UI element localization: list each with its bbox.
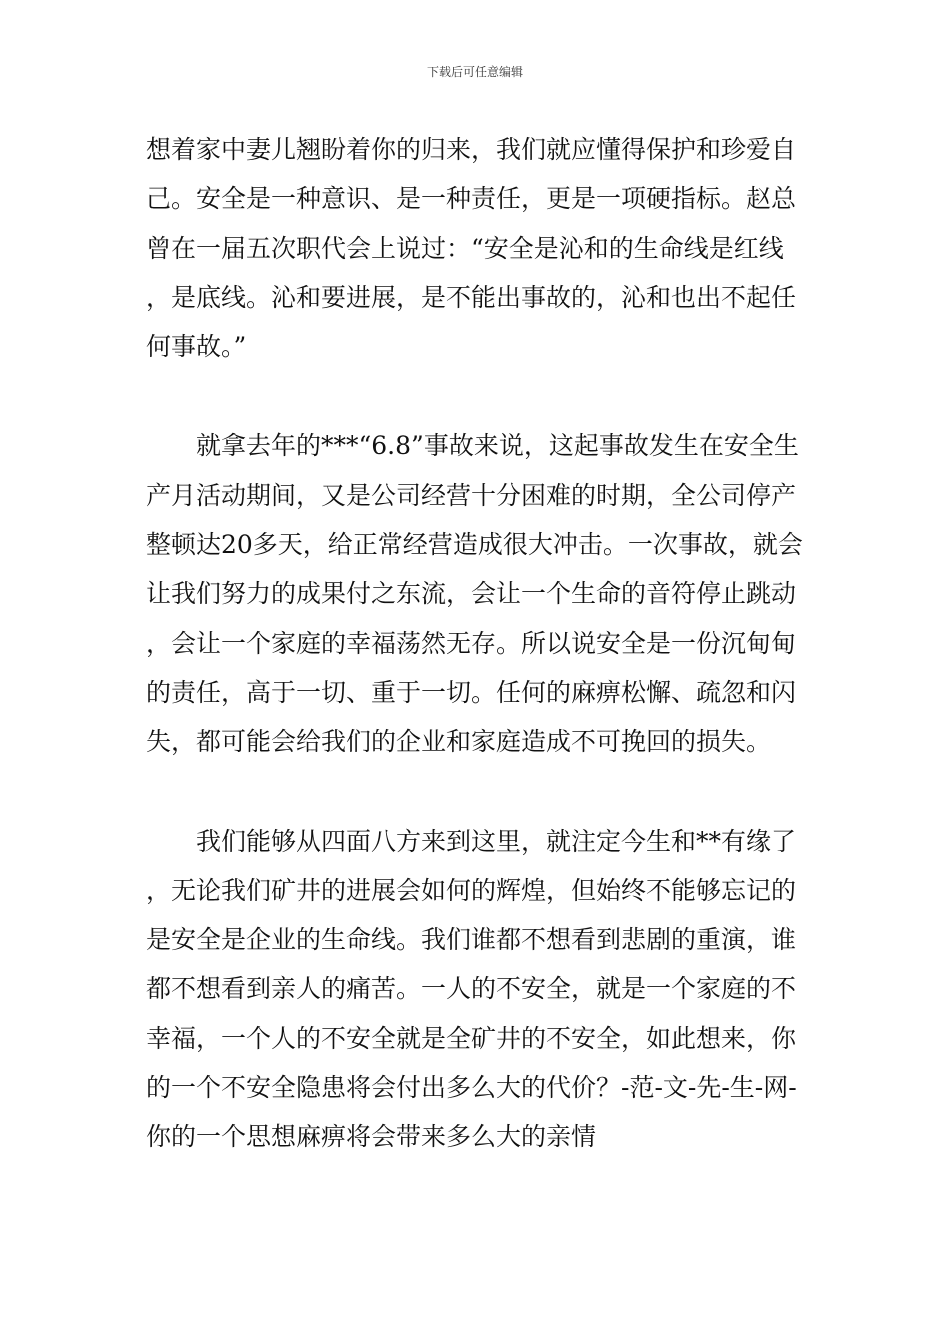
document-body xyxy=(146,125,806,1162)
paragraph-3: 我们能够从四面八方来到这里，就注定今生和**有缘了，无论我们矿井的进展会如何的辉煌，但始终不能够忘记的是安全是企业的生命线。我们谁都不想看到悲剧的重演，谁都不想看到亲人的痛苦。一人的不安全，就是一个家庭的不幸福，一个人的不安全就是全矿井的不安全，如此想来，你的一个不安全隐患将会付出多么大的代价？-范-文-先-生-网-你的一个思想麻痹将会带来多么大的亲情 xyxy=(146,826,797,1152)
paragraph-1: 想着家中妻儿翘盼着你的归来，我们就应懂得保护和珍爱自己。安全是一种意识、是一种责任，更是一项硬指标。赵总曾在一届五次职代会上说过：“安全是沁和的生命线是红线，是底线。沁和要进展，是不能出事故的，沁和也出不起任何事故。” xyxy=(146,135,797,362)
paragraph-2: 就拿去年的***“6.8”事故来说，这起事故发生在安全生产月活动期间，又是公司经营十分困难的时期，全公司停产整顿达20多天，给正常经营造成很大冲击。一次事故，就会让我们努力的成果付之东流，会让一个生命的音符停止跳动，会让一个家庭的幸福荡然无存。所以说安全是一份沉甸甸的责任，高于一切、重于一切。任何的麻痹松懈、疏忽和闪失，都可能会给我们的企业和家庭造成不可挽回的损失。 xyxy=(146,431,803,757)
page-header: 下载后可任意编辑 xyxy=(426,65,523,79)
